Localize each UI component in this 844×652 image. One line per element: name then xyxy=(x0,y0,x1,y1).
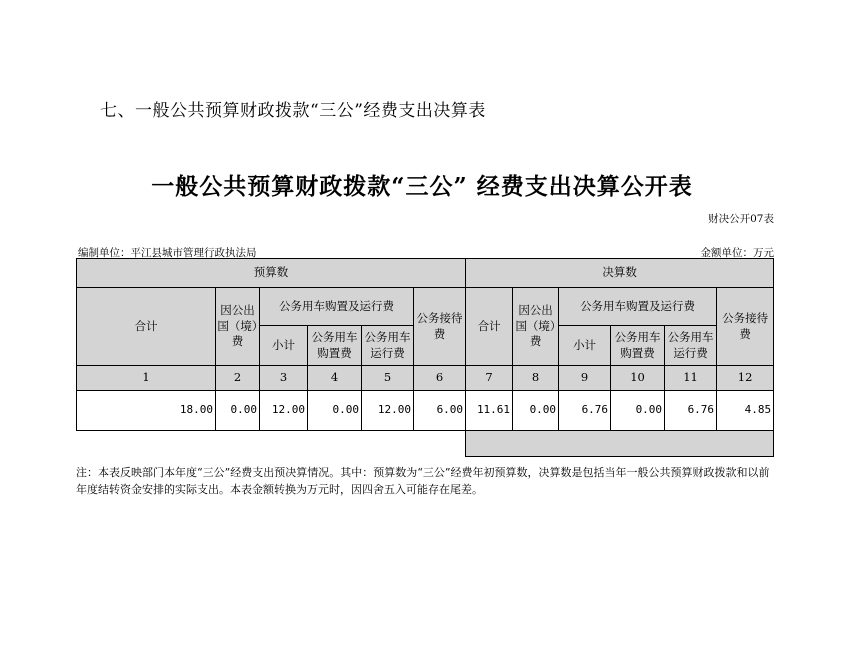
column-number: 7 xyxy=(466,366,513,391)
final-total-value: 11.61 xyxy=(466,391,513,431)
budget-abroad-header: 因公出国（境）费 xyxy=(216,288,260,366)
final-vehicle-operation-value: 6.76 xyxy=(665,391,717,431)
column-number: 6 xyxy=(414,366,466,391)
filler-row xyxy=(77,431,774,457)
section-title: 七、一般公共预算财政拨款“三公”经费支出决算表 xyxy=(100,101,486,121)
budget-vehicle-operation-value: 12.00 xyxy=(362,391,414,431)
final-vehicle-subtotal-value: 6.76 xyxy=(559,391,611,431)
data-row xyxy=(77,391,774,431)
column-number: 2 xyxy=(216,366,260,391)
column-number: 8 xyxy=(513,366,559,391)
budget-vehicle-group-header: 公务用车购置及运行费 xyxy=(260,288,414,326)
column-number: 3 xyxy=(260,366,308,391)
amount-unit: 金额单位：万元 xyxy=(700,247,774,259)
final-total-header: 合计 xyxy=(466,288,513,366)
column-number: 10 xyxy=(611,366,665,391)
budget-subtotal-header: 小计 xyxy=(260,326,308,366)
blank-area xyxy=(77,431,466,457)
column-number: 12 xyxy=(717,366,774,391)
column-number: 9 xyxy=(559,366,611,391)
table-note: 注：本表反映部门本年度“三公”经费支出预决算情况。其中：预算数为“三公”经费年初预算数，决算数是包括当年一般公共预算财政拨款和以前年度结转资金安排的实际支出。本表金额转换为万元时，因四舍五入可能存在尾差。 xyxy=(76,466,770,496)
shaded-filler xyxy=(466,431,774,457)
column-number: 1 xyxy=(77,366,216,391)
budget-reception-value: 6.00 xyxy=(414,391,466,431)
budget-vehicle-subtotal-value: 12.00 xyxy=(260,391,308,431)
group-header-row xyxy=(77,259,774,288)
page-title: 一般公共预算财政拨款“三公” 经费支出决算公开表 xyxy=(151,173,693,200)
final-vehicle-group-header: 公务用车购置及运行费 xyxy=(559,288,717,326)
expenditure-table xyxy=(76,258,774,457)
final-vehicle-purchase-header: 公务用车购置费 xyxy=(611,326,665,366)
budget-vehicle-operation-header: 公务用车运行费 xyxy=(362,326,414,366)
final-subtotal-header: 小计 xyxy=(559,326,611,366)
form-number: 财决公开07表 xyxy=(708,213,774,225)
budget-abroad-value: 0.00 xyxy=(216,391,260,431)
budget-total-header: 合计 xyxy=(77,288,216,366)
column-number: 11 xyxy=(665,366,717,391)
budget-vehicle-purchase-header: 公务用车购置费 xyxy=(308,326,362,366)
final-vehicle-purchase-value: 0.00 xyxy=(611,391,665,431)
final-reception-header: 公务接待费 xyxy=(717,288,774,366)
column-number-row xyxy=(77,366,774,391)
final-group-header: 决算数 xyxy=(466,259,774,288)
compiling-unit: 编制单位：平江县城市管理行政执法局 xyxy=(78,247,257,259)
final-vehicle-operation-header: 公务用车运行费 xyxy=(665,326,717,366)
budget-total-value: 18.00 xyxy=(77,391,216,431)
final-reception-value: 4.85 xyxy=(717,391,774,431)
budget-group-header: 预算数 xyxy=(77,259,466,288)
header-row-1 xyxy=(77,288,774,326)
final-abroad-value: 0.00 xyxy=(513,391,559,431)
column-number: 4 xyxy=(308,366,362,391)
budget-reception-header: 公务接待费 xyxy=(414,288,466,366)
budget-vehicle-purchase-value: 0.00 xyxy=(308,391,362,431)
final-abroad-header: 因公出国（境）费 xyxy=(513,288,559,366)
column-number: 5 xyxy=(362,366,414,391)
